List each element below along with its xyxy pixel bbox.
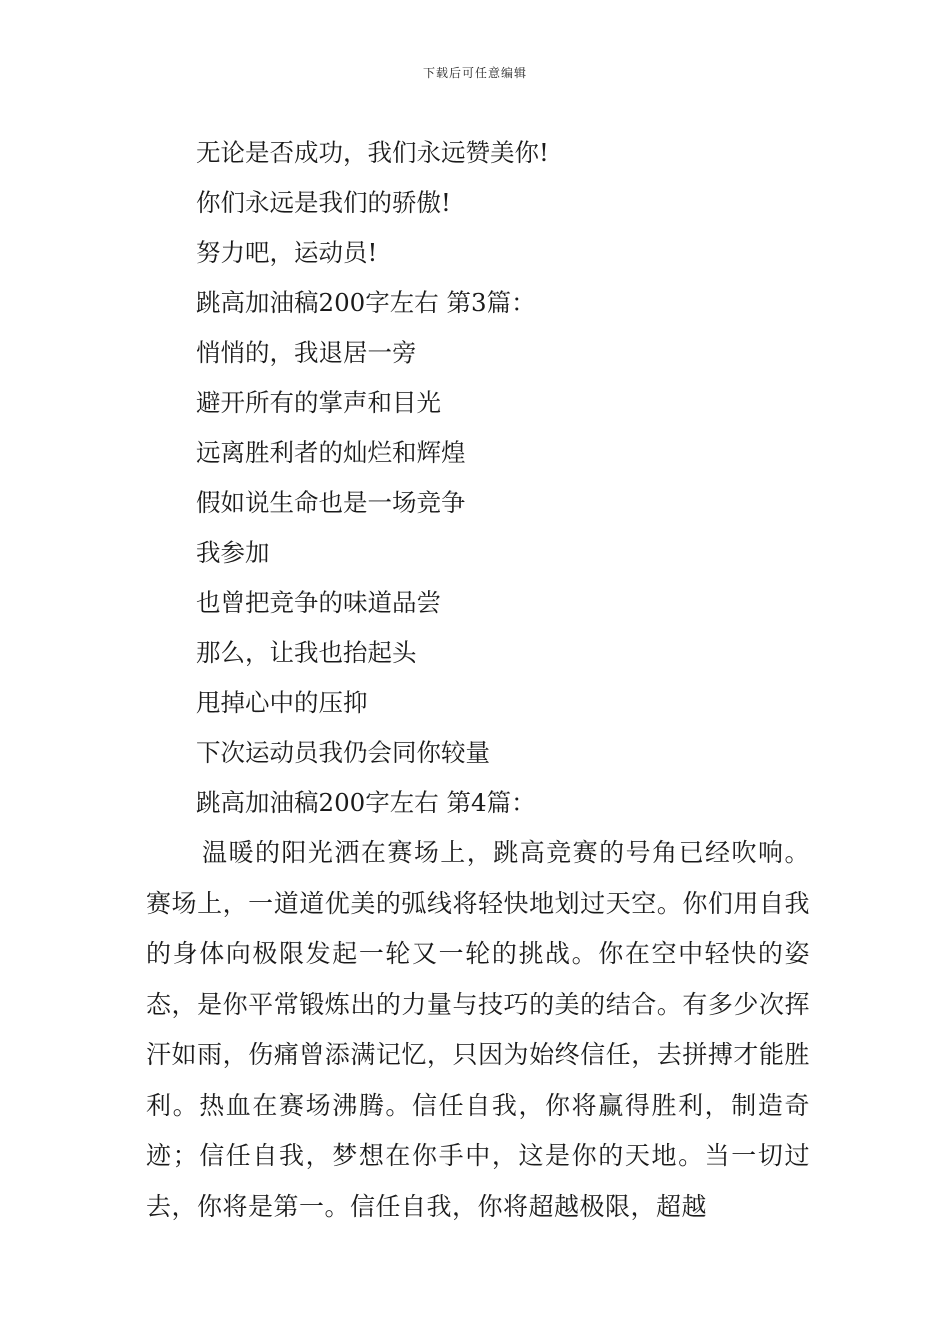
text-line: 我参加 xyxy=(196,538,270,567)
section-heading: 跳高加油稿200字左右 第3篇： xyxy=(196,288,536,317)
text-line: 那么，让我也抬起头 xyxy=(196,638,417,667)
page-header: 下载后可任意编辑 xyxy=(422,66,527,80)
text-line: 避开所有的掌声和目光 xyxy=(196,388,441,417)
text-line: 远离胜利者的灿烂和辉煌 xyxy=(196,438,466,467)
text-line: 也曾把竞争的味道品尝 xyxy=(196,588,441,617)
text-line: 假如说生命也是一场竞争 xyxy=(196,488,466,517)
text-line: 你们永远是我们的骄傲! xyxy=(196,188,451,217)
document-body xyxy=(146,128,810,1232)
text-line: 无论是否成功，我们永远赞美你! xyxy=(196,138,549,167)
text-line: 悄悄的，我退居一旁 xyxy=(196,338,417,367)
section-heading: 跳高加油稿200字左右 第4篇： xyxy=(196,788,536,817)
body-paragraph: 温暖的阳光洒在赛场上，跳高竞赛的号角已经吹响。赛场上，一道道优美的弧线将轻快地划过天空。你们用自我的身体向极限发起一轮又一轮的挑战。你在空中轻快的姿态，是你平常锻炼出的力量与技巧的美的结合。有多少次挥汗如雨，伤痛曾添满记忆，只因为始终信任，去拼搏才能胜利。热血在赛场沸腾。信任自我，你将赢得胜利，制造奇迹；信任自我，梦想在你手中，这是你的天地。当一切过去，你将是第一。信任自我，你将超越极限，超越 xyxy=(146,838,810,1221)
text-line: 努力吧，运动员! xyxy=(196,238,378,267)
text-line: 甩掉心中的压抑 xyxy=(196,688,368,717)
text-line: 下次运动员我仍会同你较量 xyxy=(196,738,490,767)
